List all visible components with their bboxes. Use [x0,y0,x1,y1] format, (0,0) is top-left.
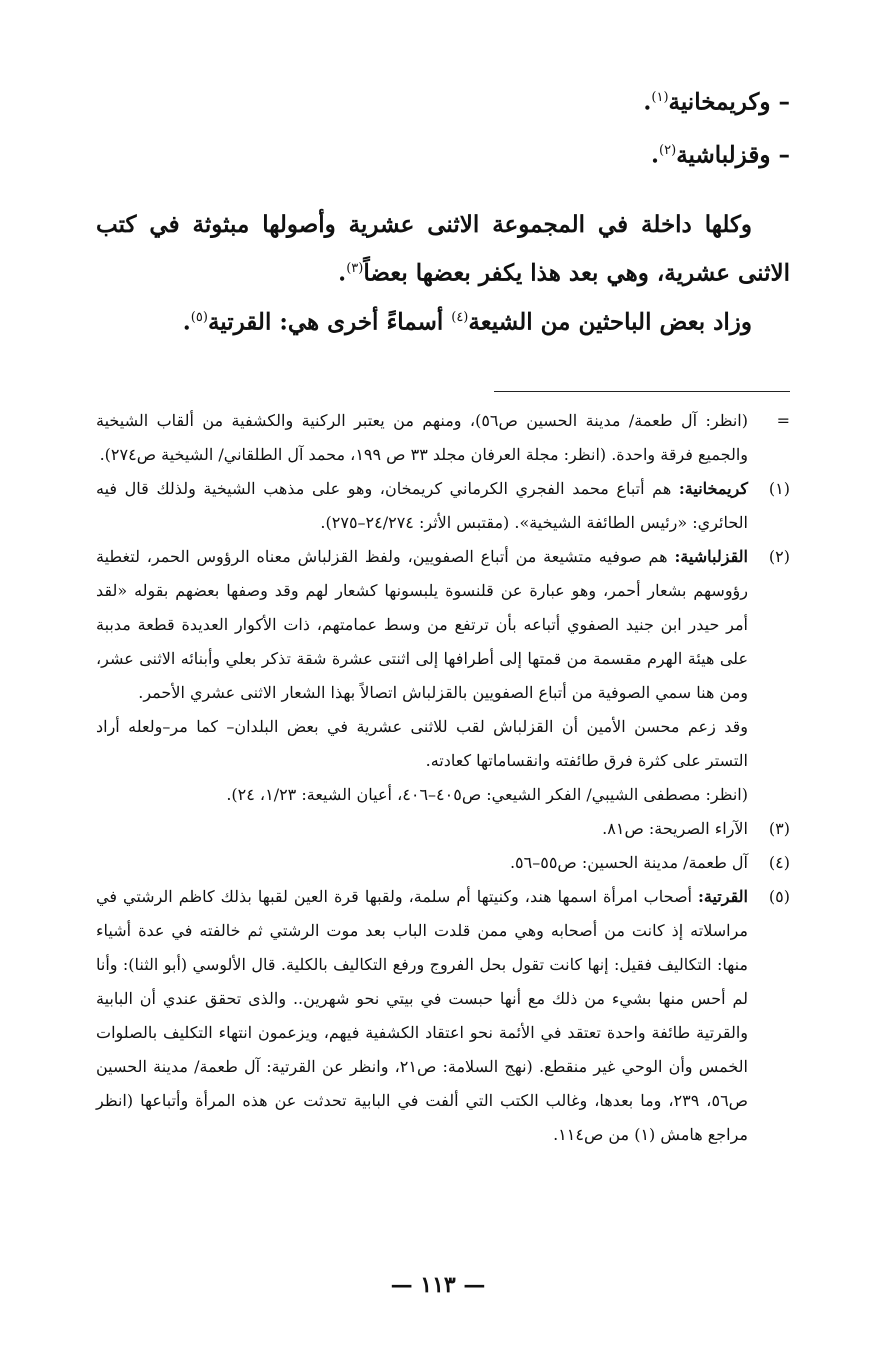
footnote-number: (٢) [768,546,790,566]
footnote-ref: (١) [651,90,669,105]
footnote-number: (٣) [768,818,790,838]
footnote-2: (٢) القزلباشية: هم صوفيه متشيعة من أتباع الصفويين، ولفظ القزلباش معناه الرؤوس الحمر، لتغطية رؤوسهم بشعار أحمر، وهو عبارة عن قلنسوة يلبسونها كشعار لهم وقد وصفها بعضهم بقوله «لقد أمر حيدر ابن جنيد الصفوي أتباعه بأن ترتفع من وسط عمامتهم، ذات الأكوار العديدة قطعة مدببة على هيئة الهرم مقسمة من قمتها إلى أطرافها إلى اثنتى عشرة شقة تذكر بعلي وأبنائه الاثنى عشر، ومن هنا سمي الصوفية من أتباع الصفويين بالقزلباش اتصالاً بهذا الشعار الاثنى عشري الأحمر. [96,540,790,710]
footnote-term: القزلباشية: [674,546,748,566]
footnote-term: كريمخانية: [678,478,748,498]
footnote-5: (٥) القرتية: أصحاب امرأة اسمها هند، وكنيتها أم سلمة، ولقبها قرة العين لقبها بذلك كاظم الرشتي في مراسلاته إذ كانت من أصحابه وهي ممن قلدت الباب بعد موت الرشتي ثم خالفته في عدة أشياء منها: التكاليف فقيل: إنها كانت تقول بحل الفروج ورفع التكاليف بالكلية. قال الألوسي (أبو الثنا): وأنا لم أحس منها بشيء من ذلك مع أنها حبست في بيتي نحو شهرين.. والذى تحقق عندي أن البابية والقرتية طائفة واحدة تعتقد في الأئمة نحو اعتقاد الكشفية فيهم، ويزعمون انتهاء التكليف بالصلوات الخمس وأن الوحي غير منقطع. (نهج السلامة: ص٢١، وانظر عن القرتية: آل طعمة/ مدينة الحسين ص٥٦، ٢٣٩، وما بعدها، وغالب الكتب التي ألفت في البابية تحدثت عن هذه المرأة وأتباعها (انظر مراجع هامش (١) من ص١١٤. [96,880,790,1152]
footnote-number: (١) [768,478,790,498]
footnote-number: (٤) [768,852,790,872]
list-item: – وقزلباشية$^{(٢)}$. [651,141,790,169]
footnote-1: (١) كريمخانية: هم أتباع محمد الفجري الكرماني كريمخان، وهو على مذهب الشيخية ولذلك قال فيه الحائري: «رئيس الطائفة الشيخية». (مقتبس الأثر: ٢٤/٢٧٤–٢٧٥). [96,472,790,540]
footnote-separator [494,391,790,392]
list-item: – وكريمخانية$^{(١)}$. [643,88,790,116]
footnote-number: = [776,410,790,430]
footnote-4: (٤) آل طعمة/ مدينة الحسين: ص٥٥–٥٦. [96,846,790,880]
footnote-ref: (٤) [451,309,469,325]
footnote-ref: (٣) [346,261,364,277]
footnote-3: (٣) الآراء الصريحة: ص٨١. [96,812,790,846]
page-content [96,72,790,1152]
main-paragraph: وكلها داخلة في المجموعة الاثنى عشرية وأصولها مبثوثة في كتب الاثنى عشرية، وهي بعد هذا يكفر بعضها بعضاً$^{(٣)}$. [96,211,790,287]
footnote-term: القرتية: [697,886,748,906]
footnote-2-continued: وقد زعم محسن الأمين أن القزلباش لقب للاثنى عشرية في بعض البلدان– كما مر–ولعله أراد التستر على كثرة فرق طائفته وانقساماتها كعادته. [96,716,748,770]
footnote-number: (٥) [768,886,790,906]
main-paragraph: وزاد بعض الباحثين من الشيعة$^{(٤)}$ أسماءً أخرى هي: القرتية$^{(٥)}$. [182,308,752,336]
footnote-ref: (٥) [190,309,208,325]
page-number: — ١١٣ — [390,1272,486,1298]
footnote-continued: = (انظر: آل طعمة/ مدينة الحسين ص٥٦)، ومنهم من يعتبر الركنية والكشفية من ألقاب الشيخية والجميع فرقة واحدة. (انظر: مجلة العرفان مجلد ٣٣ ص ١٩٩، محمد آل الطلقاني/ الشيخية ص٢٧٤). [96,404,790,472]
footnote-2-reference: (انظر: مصطفى الشيبي/ الفكر الشيعي: ص٤٠٥–٤٠٦، أعيان الشيعة: ١/٢٣، ٢٤). [226,784,748,804]
footnote-ref: (٢) [659,142,677,158]
